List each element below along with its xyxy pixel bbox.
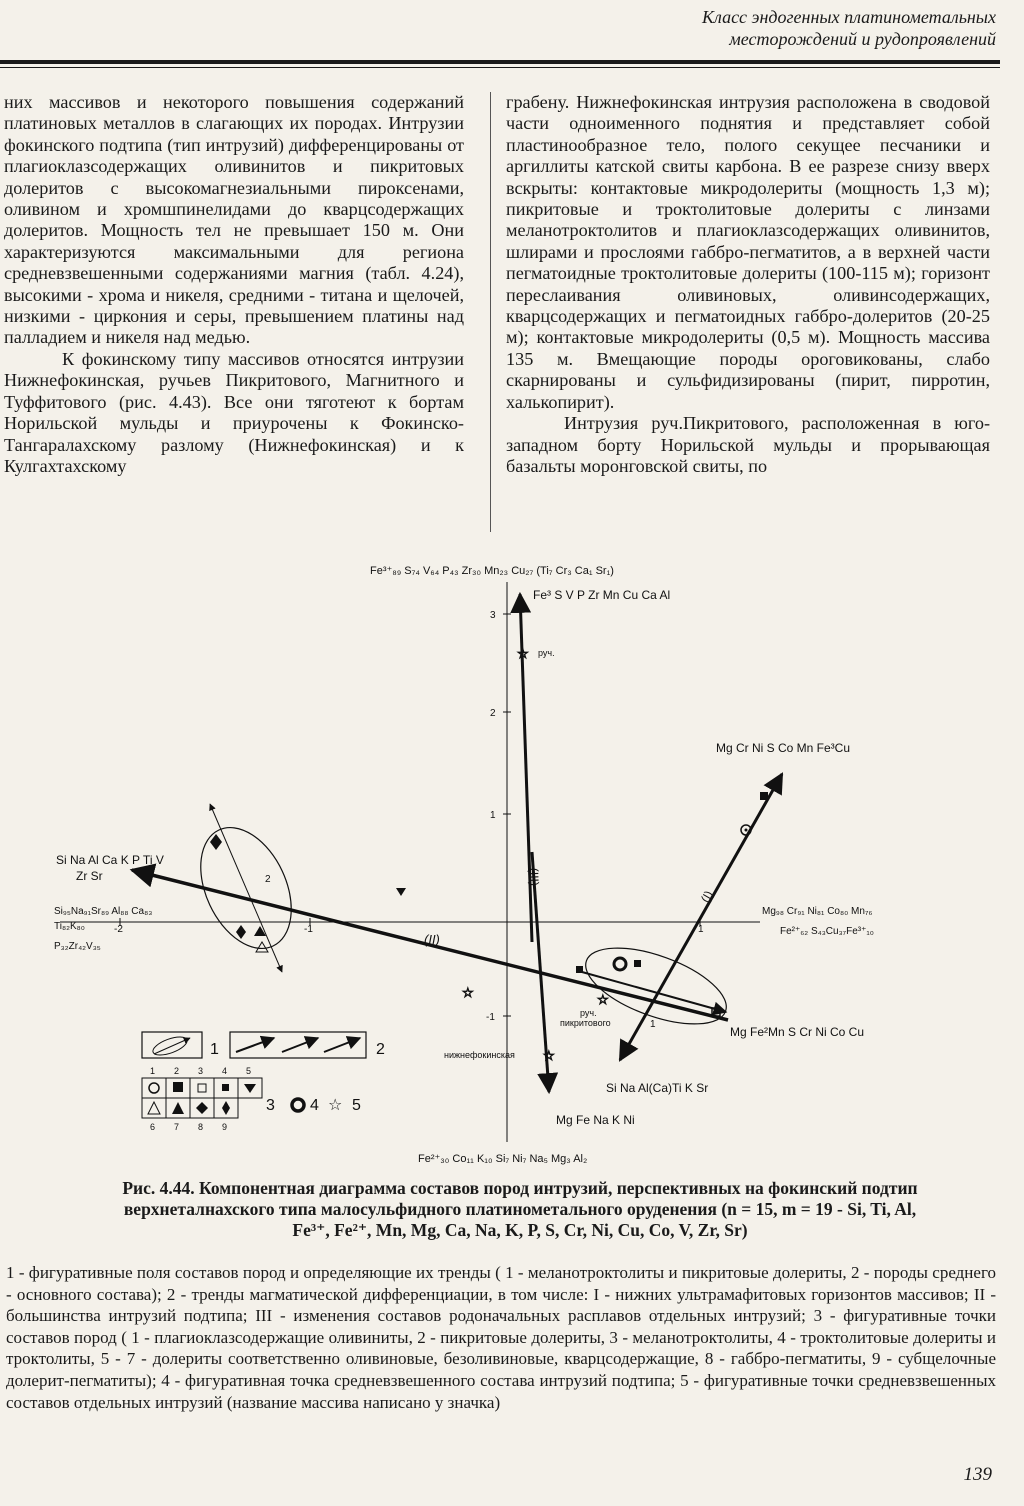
column-divider xyxy=(490,92,491,532)
header-rule-thin xyxy=(0,67,1000,68)
legend-label-5: 5 xyxy=(352,1097,361,1114)
ellipse-right-num: 1 xyxy=(650,1019,656,1030)
label-up: Fe³ S V P Zr Mn Cu Ca Al xyxy=(533,588,671,602)
legend-label-3: 3 xyxy=(266,1097,275,1114)
data-points xyxy=(210,792,768,1016)
left-paragraph-2: К фокинскому типу массивов относятся интрузии Нижнефокинская, ручьев Пикритового, Магнитного и Туффитового (рис. 4.43). Все они тяготеют к бортам Норильской мульды и приурочены к Фокинско-Тангаралахскому разлому (Нижнефокинская) и к Кулгахтахскому xyxy=(4,348,464,476)
ellipse-left-num: 2 xyxy=(265,874,271,885)
running-head-line1: Класс эндогенных платинометальных xyxy=(702,7,996,27)
bottom-formula: Fe²⁺₃₀ Co₁₁ K₁₀ Si₇ Ni₇ Na₅ Mg₃ Al₂ xyxy=(418,1153,588,1165)
legend-label-2: 2 xyxy=(376,1041,385,1058)
tick-y-1: 1 xyxy=(490,810,496,821)
running-head-line2: месторождений и рудопроявлений xyxy=(729,29,996,49)
legend-num-7: 7 xyxy=(174,1122,180,1132)
caption-line-1: Рис. 4.44. Компонентная диаграмма составов пород интрузий, перспективных на фокинский подтип xyxy=(122,1178,918,1198)
label-right: Mg Fe²Mn S Cr Ni Co Cu xyxy=(730,1025,865,1039)
trend-i-label: (I) xyxy=(697,888,716,905)
axis-ticks xyxy=(120,614,700,1016)
legend-num-5: 5 xyxy=(246,1066,252,1076)
trend-iii-label: (III) xyxy=(526,867,542,887)
top-formula: Fe³⁺₈₉ S₇₄ V₆₄ P₄₃ Zr₃₀ Mn₂₃ Cu₂₇ (Ti₇ Cr₃ Ca₁ Sr₁) xyxy=(370,565,614,577)
label-left-1: Si Na Al Ca K P Ti V xyxy=(56,853,164,867)
legend-num-1: 1 xyxy=(150,1066,156,1076)
trend-ii-label: (II) xyxy=(424,932,440,947)
right-paragraph-1: грабену. Нижнефокинская интрузия расположена в сводовой части одноименного поднятия и представляет собой пластинообразное тело, полого секущее песчаники и аргиллиты катской свиты карбона. В ее разрезе снизу вверх вскрыты: контактовые микродолериты (мощность 1,3 м); пикритовые и троктолитовые долериты с линзами меланотроктолитов и плагиоклазсодержащих оливинитов, шлирами и прослоями габбро-пегматитов, а в верхней части пегматоидные троктолитовые долериты (100-115 м); горизонт переслаивания оливиновых, оливинсодержащих, кварцсодержащих и пегматоидных габбро-долеритов (20-25 м); контактовые микродолериты (0,5 м). Мощность массива 135 м. Вмещающие породы ороговикованы, слабо скарнированы и сульфидизированы (пирит, пирротин, халькопирит). xyxy=(506,92,990,412)
legend-num-3: 3 xyxy=(198,1066,204,1076)
star-icons xyxy=(462,646,609,1063)
star-icon: ☆ xyxy=(517,646,529,661)
figure-legend-text: 1 - фигуративные поля составов пород и определяющие их тренды ( 1 - меланотроктолиты и пикритовые долериты, 2 - породы среднего - основного состава); 2 - тренды магматической дифференциации, в том числе: I - нижних ультрамафитовых горизонтов массивов; II - большинства интрузий подтипа; III - изменения составов родоначальных расплавов отдельных интрузий; 3 - фигуративные точки составов пород ( 1 - плагиоклазсодержащие оливиниты, 2 - пикритовые долериты, 3 - меланотроктолиты, 4 - троктолитовые долериты и троктолиты, 5 - 7 - долериты соответственно оливиновые, безоливиновые, кварцсодержащие, 8 - габбро-пегматиты, 9 - субщелочные долерит-пегматиты); 4 - фигуративная точка средневзвешенного состава интрузий подтипа; 5 - фигуративные точки средневзвешенных составов отдельных интрузий (название массива написано у значка) xyxy=(6,1263,996,1412)
trend-i-line xyxy=(620,774,782,1060)
site-pikrit-1: руч. xyxy=(580,1008,597,1018)
star-icon: ☆ xyxy=(597,992,609,1007)
site-pikrit-2: пикритового xyxy=(560,1018,611,1028)
label-left-2: Zr Sr xyxy=(76,869,103,883)
running-head xyxy=(436,6,996,50)
tick-x-minus1: -1 xyxy=(304,924,313,935)
right-column xyxy=(506,92,990,477)
tick-x-1: 1 xyxy=(698,924,704,935)
header-rule-thick xyxy=(0,60,1000,64)
figure-caption xyxy=(60,1178,980,1241)
legend-label-1: 1 xyxy=(210,1041,219,1058)
tick-y-3: 3 xyxy=(490,610,496,621)
label-downleft: Si Na Al(Ca)Ti K Sr xyxy=(606,1081,709,1095)
site-ruch: руч. xyxy=(538,648,555,658)
tick-y-minus1: -1 xyxy=(486,1012,495,1023)
legend-num-6: 6 xyxy=(150,1122,156,1132)
star-icon: ☆ xyxy=(328,1097,343,1114)
left-formula-1: Si₉₅Na₉₁Sr₈₉ Al₈₈ Ca₈₃ xyxy=(54,906,153,917)
left-formula-3: P₃₂Zr₄₂V₃₅ xyxy=(54,941,101,952)
diagram-legend xyxy=(142,1032,385,1132)
legend-num-9: 9 xyxy=(222,1122,228,1132)
site-nizhne: нижнефокинская xyxy=(444,1050,515,1060)
label-upright: Mg Cr Ni S Co Mn Fe³Cu xyxy=(716,741,851,755)
tick-x-minus2: -2 xyxy=(114,924,123,935)
left-paragraph-1: них массивов и некоторого повышения содержаний платиновых металлов в слагающих их породах. Интрузии фокинского подтипа (тип интрузий) дифференцированы от плагиоклазсодержащих оливинитов и пикритовых долеритов с высокомагнезиальными пироксенами, оливином и хромшпинелидами до кварцсодержащих долеритов. Мощность тел не превышает 150 м. Они характеризуются максимальными для региона средневзвешенными содержаниями магния (табл. 4.24), высокими - хрома и никеля, средними - титана и щелочей, низкими - циркония и серы, превышением платины над палладием и никеля над медью. xyxy=(4,92,464,348)
label-down: Mg Fe Na K Ni xyxy=(556,1113,635,1127)
legend-num-8: 8 xyxy=(198,1122,204,1132)
page-number: 139 xyxy=(963,1464,992,1485)
left-formula-2: Ti₈₂K₈₀ xyxy=(54,921,85,932)
legend-num-4: 4 xyxy=(222,1066,228,1076)
star-icon: ☆ xyxy=(462,985,474,1000)
right-paragraph-2: Интрузия руч.Пикритового, расположенная в юго-западном борту Норильской мульды и прорывающая базальты моронговской свиты, по xyxy=(506,413,990,476)
star-icon: ☆ xyxy=(543,1048,555,1063)
tick-y-2: 2 xyxy=(490,708,496,719)
caption-line-3: Fe³⁺, Fe²⁺, Mn, Mg, Ca, Na, K, P, S, Cr, Ni, Cu, Co, V, Zr, Sr) xyxy=(292,1220,748,1240)
legend-label-4: 4 xyxy=(310,1097,319,1114)
field-trend-left xyxy=(210,804,282,972)
right-formula-2: Fe²⁺₆₂ S₄₃Cu₃₇Fe³⁺₁₀ xyxy=(780,926,874,937)
left-column xyxy=(4,92,464,477)
caption-line-2: верхнеталнахского типа малосульфидного платинометального оруденения (n = 15, m = 19 - Si, Ti, Al, xyxy=(123,1199,917,1219)
right-formula-1: Mg₉₈ Cr₉₁ Ni₈₁ Co₈₀ Mn₇₆ xyxy=(762,906,873,917)
legend-num-2: 2 xyxy=(174,1066,180,1076)
component-diagram xyxy=(0,552,1024,1172)
